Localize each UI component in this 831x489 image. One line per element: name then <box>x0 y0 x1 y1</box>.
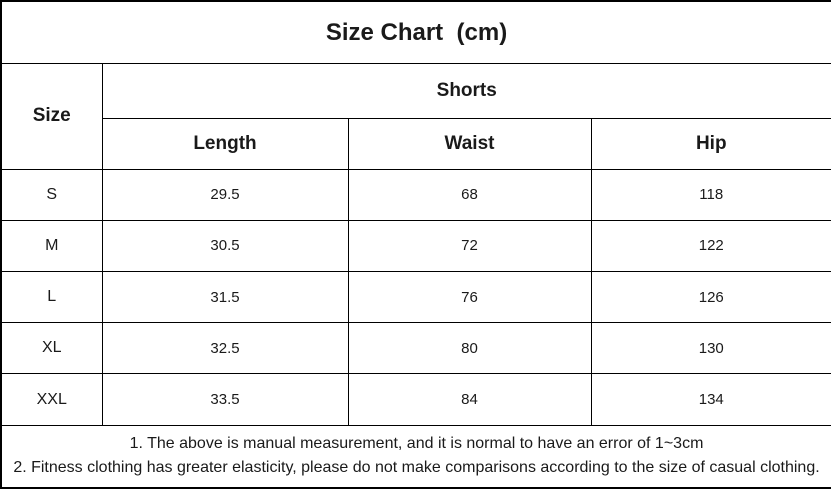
waist-cell: 84 <box>348 374 591 425</box>
length-cell: 30.5 <box>102 220 348 271</box>
size-cell: S <box>1 169 102 220</box>
chart-title: Size Chart (cm) <box>1 1 831 64</box>
sub-header-row <box>1 119 831 169</box>
length-cell: 31.5 <box>102 272 348 323</box>
waist-cell: 72 <box>348 220 591 271</box>
col-header-waist: Waist <box>348 119 591 169</box>
hip-cell: 126 <box>591 272 831 323</box>
waist-cell: 76 <box>348 272 591 323</box>
title-row <box>1 1 831 64</box>
col-header-hip: Hip <box>591 119 831 169</box>
length-cell: 32.5 <box>102 323 348 374</box>
length-cell: 33.5 <box>102 374 348 425</box>
table-row-m <box>1 220 831 271</box>
hip-cell: 118 <box>591 169 831 220</box>
table-row-xxl <box>1 374 831 425</box>
size-cell: XXL <box>1 374 102 425</box>
hip-cell: 134 <box>591 374 831 425</box>
col-header-length: Length <box>102 119 348 169</box>
waist-cell: 80 <box>348 323 591 374</box>
table-row-s <box>1 169 831 220</box>
group-header-row <box>1 64 831 119</box>
group-header-shorts: Shorts <box>102 64 831 119</box>
hip-cell: 122 <box>591 220 831 271</box>
note-line-2: 2. Fitness clothing has greater elasticity, please do not make comparisons according to the size of casual clothing. <box>13 459 820 477</box>
size-cell: M <box>1 220 102 271</box>
size-cell: XL <box>1 323 102 374</box>
length-cell: 29.5 <box>102 169 348 220</box>
notes-row <box>1 425 831 488</box>
note-line-1: 1. The above is manual measurement, and it is normal to have an error of 1~3cm <box>129 435 704 453</box>
notes-cell <box>1 425 831 488</box>
size-cell: L <box>1 272 102 323</box>
waist-cell: 68 <box>348 169 591 220</box>
col-header-size: Size <box>1 64 102 169</box>
table-row-l <box>1 272 831 323</box>
table-row-xl <box>1 323 831 374</box>
hip-cell: 130 <box>591 323 831 374</box>
